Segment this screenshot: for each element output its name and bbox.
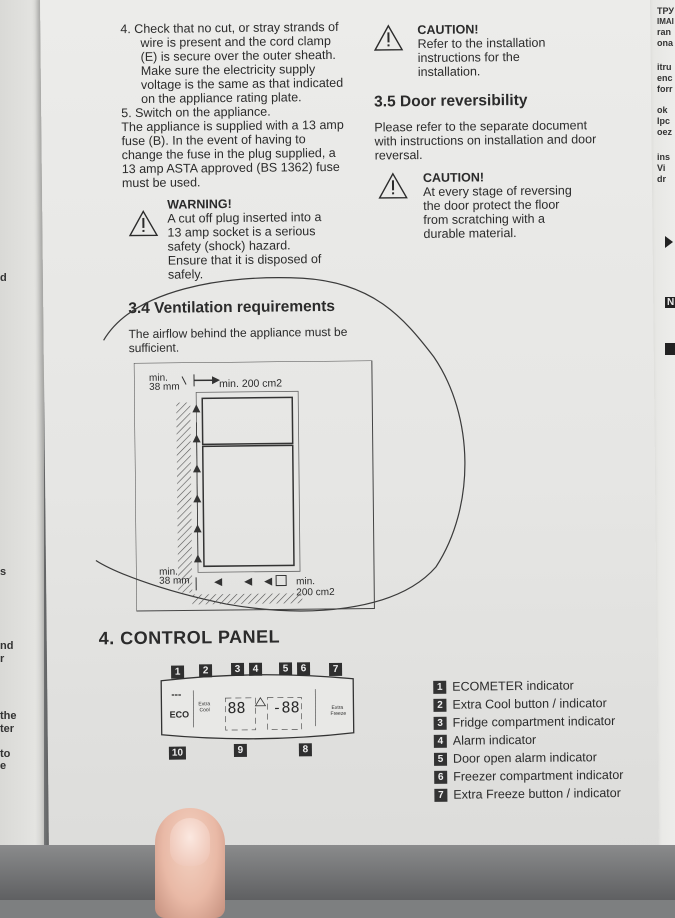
- text-line: durable material.: [423, 226, 516, 241]
- text-line: The airflow behind the appliance must be: [128, 325, 347, 341]
- text-line: The appliance is supplied with a 13 amp: [121, 118, 343, 135]
- text-line: from scratching with a: [423, 212, 545, 227]
- diagram-label: min.: [159, 568, 178, 578]
- left-fragment: s: [0, 566, 6, 578]
- panel-callout-5: 5: [279, 662, 292, 675]
- extra-freeze-label: Freeze: [331, 711, 347, 717]
- text-line: (E) is secure over the outer sheath.: [141, 48, 336, 64]
- text-line: safety (shock) hazard.: [168, 238, 291, 253]
- text-line: Please refer to the separate document: [374, 118, 587, 134]
- legend-label: ECOMETER indicator: [452, 678, 574, 693]
- text-line: must be used.: [122, 175, 201, 190]
- right-fragment: ІМАІ: [657, 17, 674, 26]
- text-line: the door protect the floor: [423, 198, 559, 214]
- text-line: sufficient.: [129, 341, 180, 356]
- text-line: 13 amp ASTA approved (BS 1362) fuse: [122, 160, 340, 176]
- right-fragment: dr: [657, 174, 666, 184]
- right-fragment: Ipc: [657, 116, 670, 126]
- left-page-edge: [0, 0, 44, 900]
- right-fragment: ok: [657, 105, 668, 115]
- legend-number: 5: [434, 752, 447, 765]
- control-panel-heading: 4. CONTROL PANEL: [99, 627, 281, 650]
- text-line: Make sure the electricity supply: [141, 62, 316, 78]
- right-fragment: ins: [657, 152, 670, 162]
- warning-title: WARNING!: [167, 197, 232, 212]
- right-fragment: enc: [657, 73, 673, 83]
- legend-label: Fridge compartment indicator: [453, 714, 616, 730]
- fridge-temperature-display: 88: [227, 701, 245, 715]
- manual-page: [40, 0, 659, 874]
- panel-callout-2: 2: [199, 664, 212, 677]
- left-fragment: d: [0, 272, 7, 284]
- panel-callout-4: 4: [249, 663, 262, 676]
- panel-callout-7: 7: [329, 663, 342, 676]
- left-fragment: to: [0, 748, 10, 760]
- legend-item: [434, 768, 623, 784]
- right-fragment: itru: [657, 62, 672, 72]
- panel-callout-6: 6: [297, 662, 310, 675]
- text-line: 13 amp socket is a serious: [167, 224, 315, 240]
- legend-label: Extra Cool button / indicator: [452, 696, 606, 712]
- left-fragment: r: [0, 653, 4, 665]
- legend-label: Alarm indicator: [453, 733, 537, 748]
- left-fragment: ter: [0, 723, 14, 735]
- legend-item: [434, 786, 621, 802]
- left-fragment: nd: [0, 640, 13, 652]
- text-line: reversal.: [375, 148, 423, 163]
- text-line: fuse (B). In the event of having to: [121, 132, 305, 148]
- legend-number: 7: [434, 788, 447, 801]
- legend-item: [434, 714, 616, 730]
- right-fragment: forr: [657, 84, 673, 94]
- panel-callout-1: 1: [171, 666, 184, 679]
- legend-item: [433, 696, 606, 712]
- diagram-label: min. 200 cm2: [219, 376, 282, 391]
- extra-freeze-button[interactable]: Extra: [331, 705, 343, 711]
- legend-number: 1: [433, 680, 446, 693]
- page-tab-marker: [665, 236, 673, 248]
- legend-label: Extra Freeze button / indicator: [453, 786, 621, 802]
- door-reversibility-heading: 3.5 Door reversibility: [374, 92, 528, 112]
- ecometer-indicator: ---: [171, 689, 181, 703]
- freezer-temperature-display: -88: [272, 700, 299, 714]
- text-line: 4. Check that no cut, or stray strands of: [120, 20, 338, 36]
- extra-cool-button[interactable]: Extra: [198, 701, 210, 707]
- panel-callout-10: 10: [169, 747, 186, 760]
- text-line: instructions for the: [418, 50, 520, 65]
- text-line: installation.: [418, 64, 481, 79]
- diagram-label: 38 mm: [159, 576, 190, 586]
- legend-item: [434, 750, 597, 766]
- table-surface: [0, 845, 675, 900]
- ventilation-heading: 3.4 Ventilation requirements: [128, 298, 335, 318]
- legend-number: 3: [434, 716, 447, 729]
- caution-triangle-icon: [378, 172, 408, 199]
- diagram-label: min.: [149, 374, 168, 384]
- diagram-label: 38 mm: [149, 383, 180, 393]
- right-fragment: ran: [657, 27, 671, 37]
- diagram-label: 200 cm2: [296, 588, 334, 598]
- caution-title: CAUTION!: [417, 22, 478, 37]
- text-line: on the appliance rating plate.: [141, 90, 302, 106]
- extra-cool-label: Cool: [199, 707, 209, 713]
- left-fragment: the: [0, 710, 17, 722]
- right-fragment: oez: [657, 127, 672, 137]
- warning-triangle-icon: [128, 210, 158, 237]
- left-fragment: e: [0, 760, 6, 772]
- text-line: 5. Switch on the appliance.: [121, 105, 271, 121]
- legend-number: 2: [433, 698, 446, 711]
- text-line: change the fuse in the plug supplied, a: [122, 146, 336, 162]
- legend-item: [434, 733, 537, 748]
- text-line: with instructions on installation and door: [374, 132, 596, 149]
- eco-label: ECO: [169, 707, 189, 721]
- right-fragment: N: [665, 297, 675, 308]
- legend-label: Door open alarm indicator: [453, 750, 597, 766]
- text-line: wire is present and the cord clamp: [140, 34, 331, 50]
- panel-callout-8: 8: [299, 743, 312, 756]
- legend-number: 6: [434, 770, 447, 783]
- text-line: At every stage of reversing: [423, 183, 572, 199]
- legend-label: Freezer compartment indicator: [453, 768, 623, 784]
- text-line: Refer to the installation: [417, 36, 545, 52]
- text-line: voltage is the same as that indicated: [141, 76, 343, 92]
- text-line: A cut off plug inserted into a: [167, 210, 321, 226]
- caution-title: CAUTION!: [423, 170, 484, 185]
- diagram-label: min.: [296, 577, 315, 587]
- right-fragment: Vi: [657, 163, 665, 173]
- legend-number: 4: [434, 734, 447, 747]
- text-line: safely.: [168, 267, 203, 282]
- finger-nail: [170, 818, 210, 866]
- right-fragment: ona: [657, 38, 673, 48]
- text-line: Ensure that it is disposed of: [168, 252, 322, 268]
- right-fragment: ТРУ: [657, 6, 674, 16]
- caution-triangle-icon: [373, 24, 403, 51]
- panel-callout-3: 3: [231, 663, 244, 676]
- panel-callout-9: 9: [234, 744, 247, 757]
- legend-item: [433, 678, 574, 693]
- page-tab-marker: [665, 343, 675, 355]
